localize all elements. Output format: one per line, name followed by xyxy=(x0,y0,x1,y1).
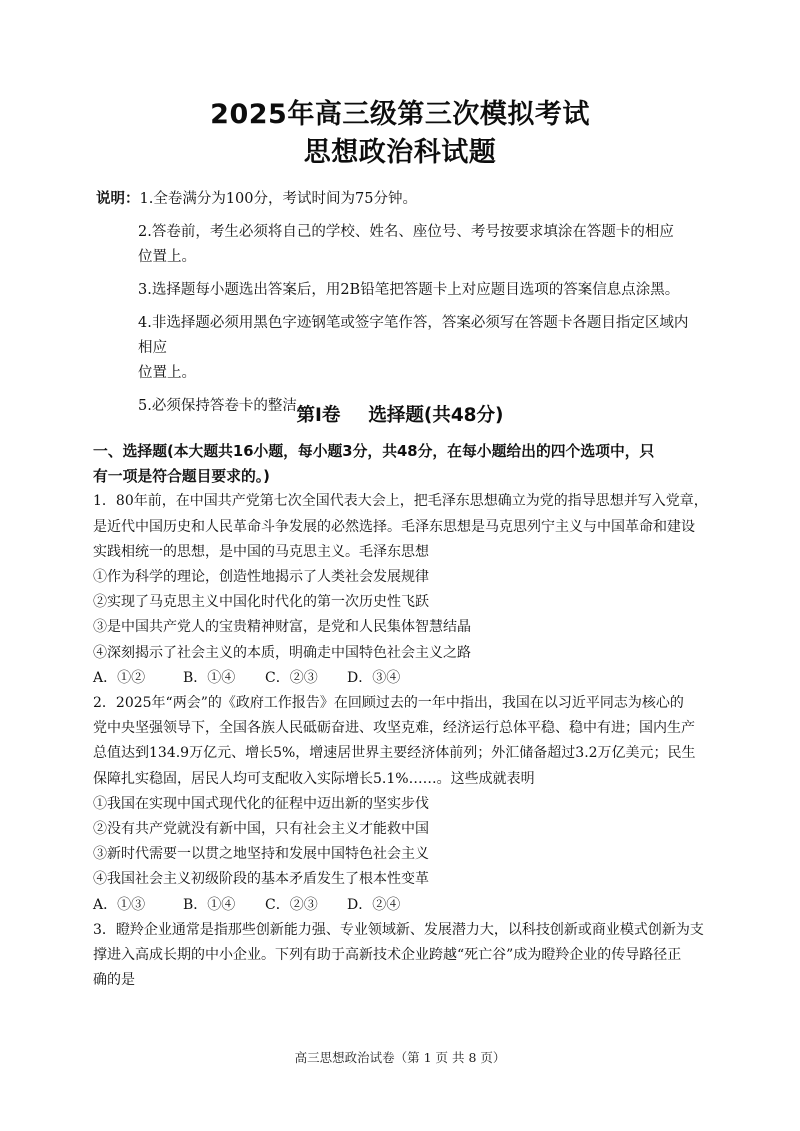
statement-1: ①我国在实现中国式现代化的征程中迈出新的坚实步伐 xyxy=(93,795,429,812)
option-c: C．②③ xyxy=(265,669,318,686)
exam-instructions xyxy=(96,186,696,419)
section-instruction-line-1: 一、选择题(本大题共16小题，每小题3分，共48分，在每小题给出的四个选项中，只 xyxy=(93,443,655,460)
questions-body xyxy=(93,439,713,993)
option-d: D．③④ xyxy=(347,669,401,686)
question-stem-line: 总值达到134.9万亿元、增长5%，增速居世界主要经济体前列；外汇储备超过3.2万亿美元；民生 xyxy=(93,745,696,762)
question-stem-line: 撑进入高成长期的中小企业。下列有助于高新技术企业跨越“死亡谷”成为瞪羚企业的传导路径正 xyxy=(93,947,682,964)
note-item-5: 5.必须保持答卷卡的整洁。 xyxy=(138,398,312,414)
note-item-1: 说明：1.全卷满分为100分，考试时间为75分钟。 xyxy=(96,190,417,207)
question-2 xyxy=(93,691,713,918)
note-item-2-cont: 位置上。 xyxy=(138,249,196,265)
statement-2: ②实现了马克思主义中国化时代化的第一次历史性飞跃 xyxy=(93,594,429,611)
note-item-2: 2.答卷前，考生必须将自己的学校、姓名、座位号、考号按要求填涂在答题卡的相应 xyxy=(138,224,674,240)
question-stem-line: 保障扎实稳固，居民人均可支配收入实际增长5.1%……。这些成就表明 xyxy=(93,770,535,787)
option-a: A．①③ xyxy=(93,896,146,913)
exam-title: 2025年高三级第三次模拟考试 xyxy=(210,99,590,130)
question-stem-line: 确的是 xyxy=(93,972,135,989)
section-name: 选择题(共48分) xyxy=(368,405,504,426)
question-stem-line: 实践相统一的思想，是中国的马克思主义。毛泽东思想 xyxy=(93,543,429,560)
statement-3: ③新时代需要一以贯之地坚持和发展中国特色社会主义 xyxy=(93,846,429,863)
notes-lead: 说明： xyxy=(96,190,140,207)
option-c: C．②③ xyxy=(265,896,318,913)
question-3 xyxy=(93,918,713,994)
question-stem-line: 2．2025年“两会”的《政府工作报告》在回顾过去的一年中指出，我国在以习近平同志为核心的 xyxy=(93,695,684,712)
question-1 xyxy=(93,489,713,691)
page-footer: 高三思想政治试卷（第 1 页 共 8 页） xyxy=(294,1050,506,1065)
question-stem-line: 3．瞪羚企业通常是指那些创新能力强、专业领域新、发展潜力大，以科技创新或商业模式创新为支 xyxy=(93,921,704,938)
statement-2: ②没有共产党就没有新中国，只有社会主义才能救中国 xyxy=(93,821,429,838)
option-d: D．②④ xyxy=(347,896,401,913)
note-item-4-cont: 位置上。 xyxy=(138,365,196,381)
option-b: B．①④ xyxy=(183,896,236,913)
section-part: 第Ⅰ卷 xyxy=(296,405,341,426)
option-b: B．①④ xyxy=(183,669,236,686)
note-item-3: 3.选择题每小题选出答案后，用2B铅笔把答题卡上对应题目选项的答案信息点涂黑。 xyxy=(138,282,680,298)
statement-4: ④我国社会主义初级阶段的基本矛盾发生了根本性变革 xyxy=(93,871,429,888)
note-item-4: 4.非选择题必须用黑色字迹钢笔或签字笔作答，答案必须写在答题卡各题目指定区域内相应 xyxy=(138,315,689,356)
statement-4: ④深刻揭示了社会主义的本质，明确走中国特色社会主义之路 xyxy=(93,644,471,661)
question-stem-line: 党中央坚强领导下，全国各族人民砥砺奋进、攻坚克难，经济运行总体平稳、稳中有进；国内生产 xyxy=(93,720,695,737)
statement-1: ①作为科学的理论，创造性地揭示了人类社会发展规律 xyxy=(93,569,429,586)
question-stem-line: 1．80年前，在中国共产党第七次全国代表大会上，把毛泽东思想确立为党的指导思想并写入党章， xyxy=(93,493,708,510)
option-a: A．①② xyxy=(93,669,146,686)
section-instruction-line-2: 有一项是符合题目要求的。) xyxy=(93,468,270,486)
exam-subject-title: 思想政治科试题 xyxy=(303,137,497,168)
question-stem-line: 是近代中国历史和人民革命斗争发展的必然选择。毛泽东思想是马克思列宁主义与中国革命和建设 xyxy=(93,518,695,535)
answer-options xyxy=(93,893,713,918)
answer-options xyxy=(93,666,713,691)
section-heading xyxy=(0,401,800,427)
statement-3: ③是中国共产党人的宝贵精神财富，是党和人民集体智慧结晶 xyxy=(93,619,471,636)
